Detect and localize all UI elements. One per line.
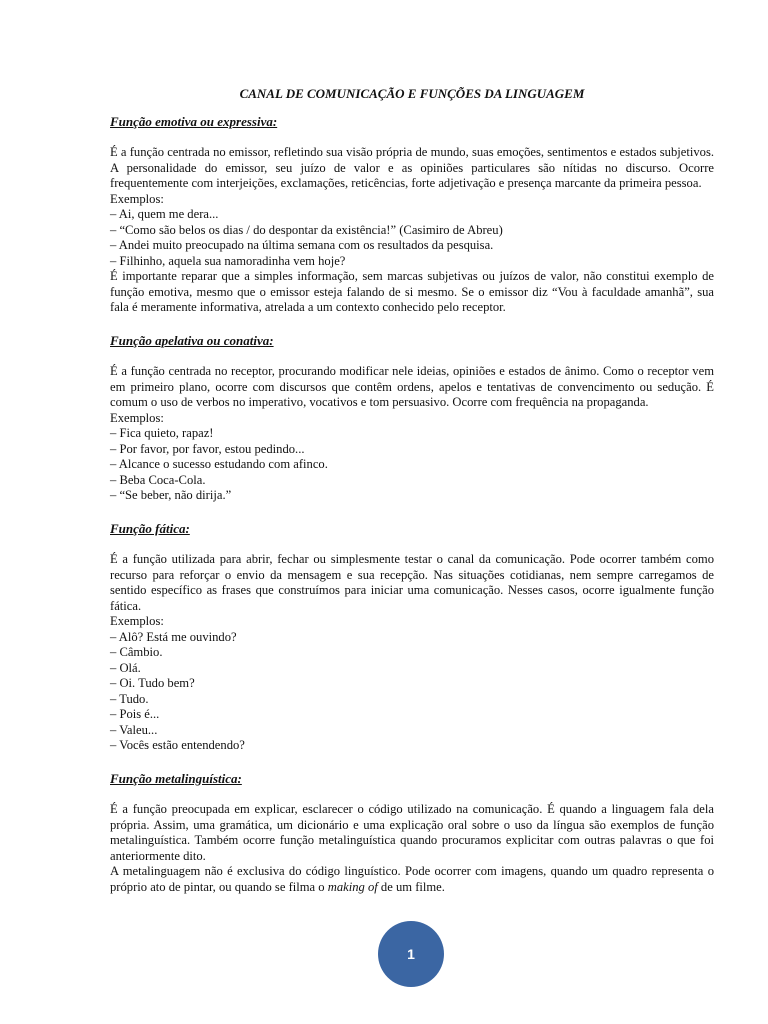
apelativa-examples-label: Exemplos: <box>110 410 164 425</box>
heading-funcao-fatica: Função fática: <box>110 520 190 536</box>
document-page <box>110 86 714 895</box>
metalinguistica-note-end: de um filme. <box>377 879 445 894</box>
heading-funcao-emotiva: Função emotiva ou expressiva: <box>110 113 278 129</box>
emotiva-examples-label: Exemplos: <box>110 191 164 206</box>
fatica-example-item: – Tudo. <box>110 691 149 706</box>
metalinguistica-note-start: A metalinguagem não é exclusiva do código linguístico. Pode ocorrer com imagens, quando um quadro representa o próprio ato de pintar, ou quando se filma o <box>110 864 714 894</box>
emotiva-note: É importante reparar que a simples informação, sem marcas subjetivas ou juízos de valor, não constitui exemplo de função emotiva, mesmo que o emissor esteja falando de si mesmo. Se o emissor diz “Vou à faculdade amanhã”, sua fala é meramente informativa, atrelada a um contexto conhecido pelo receptor. <box>110 269 714 314</box>
metalinguistica-note-italic: making of <box>327 879 378 894</box>
metalinguistica-intro: É a função preocupada em explicar, esclarecer o código utilizado na comunicação. É quando a linguagem fala dela própria. Assim, uma gramática, um dicionário e uma explicação oral sobre o uso da língua são exemplos de função metalinguística. Também ocorre função metalinguística quando procuramos explicitar com outras palavras o que foi anteriormente dito. <box>110 802 714 863</box>
apelativa-intro: É a função centrada no receptor, procurando modificar nele ideias, opiniões e estados de ânimo. Como o receptor vem em primeiro plano, ocorre com discursos que contêm ordens, apelos e tentativas de convencimento ou sedução. É comum o uso de verbos no imperativo, vocativos e tom persuasivo. Ocorre com frequência na propaganda. <box>110 364 714 409</box>
page-number: 1 <box>407 946 415 962</box>
fatica-example-item: – Câmbio. <box>110 645 163 659</box>
page-number-badge <box>378 921 444 987</box>
document-title: CANAL DE COMUNICAÇÃO E FUNÇÕES DA LINGUAGEM <box>239 86 585 101</box>
apelativa-example-item: – “Se beber, não dirija.” <box>110 488 232 502</box>
emotiva-example-item: – Ai, quem me dera... <box>110 207 219 221</box>
emotiva-example-item: – Filhinho, aquela sua namoradinha vem hoje? <box>110 253 346 268</box>
fatica-intro: É a função utilizada para abrir, fechar ou simplesmente testar o canal da comunicação. Pode ocorrer também como recurso para reforçar o envio da mensagem e sua recepção. Nas situações cotidianas, nem sempre carregamos de sentido específico as frases que construímos para iniciar uma comunicação. Nesses casos, ocorre igualmente função fática. <box>110 552 714 613</box>
apelativa-example-item: – Por favor, por favor, estou pedindo... <box>110 441 305 456</box>
apelativa-example-item: – Fica quieto, rapaz! <box>110 426 214 440</box>
apelativa-example-item: – Alcance o sucesso estudando com afinco. <box>110 457 328 471</box>
section-spacer <box>110 316 714 333</box>
emotiva-intro: É a função centrada no emissor, refletindo sua visão própria de mundo, suas emoções, sentimentos e estados subjetivos. A personalidade do emissor, seu juízo de valor e as opiniões particulares são nítidas no discurso. Ocorre frequentemente com interjeições, exclamações, reticências, forte adjetivação e presença marcante da primeira pessoa. <box>110 145 714 190</box>
fatica-example-item: – Olá. <box>110 660 141 675</box>
section-spacer <box>110 504 714 521</box>
heading-funcao-apelativa: Função apelativa ou conativa: <box>110 332 274 348</box>
heading-funcao-metalinguistica: Função metalinguística: <box>110 770 242 786</box>
metalinguistica-note <box>110 864 714 895</box>
fatica-example-item: – Valeu... <box>110 722 158 737</box>
fatica-example-item: – Vocês estão entendendo? <box>110 738 245 752</box>
emotiva-example-item: – “Como são belos os dias / do despontar da existência!” (Casimiro de Abreu) <box>110 222 503 237</box>
fatica-example-item: – Alô? Está me ouvindo? <box>110 629 237 644</box>
apelativa-example-item: – Beba Coca-Cola. <box>110 472 206 487</box>
emotiva-example-item: – Andei muito preocupado na última semana com os resultados da pesquisa. <box>110 238 494 252</box>
section-spacer <box>110 754 714 771</box>
fatica-example-item: – Pois é... <box>110 707 160 721</box>
fatica-example-item: – Oi. Tudo bem? <box>110 676 195 690</box>
fatica-examples-label: Exemplos: <box>110 614 164 628</box>
